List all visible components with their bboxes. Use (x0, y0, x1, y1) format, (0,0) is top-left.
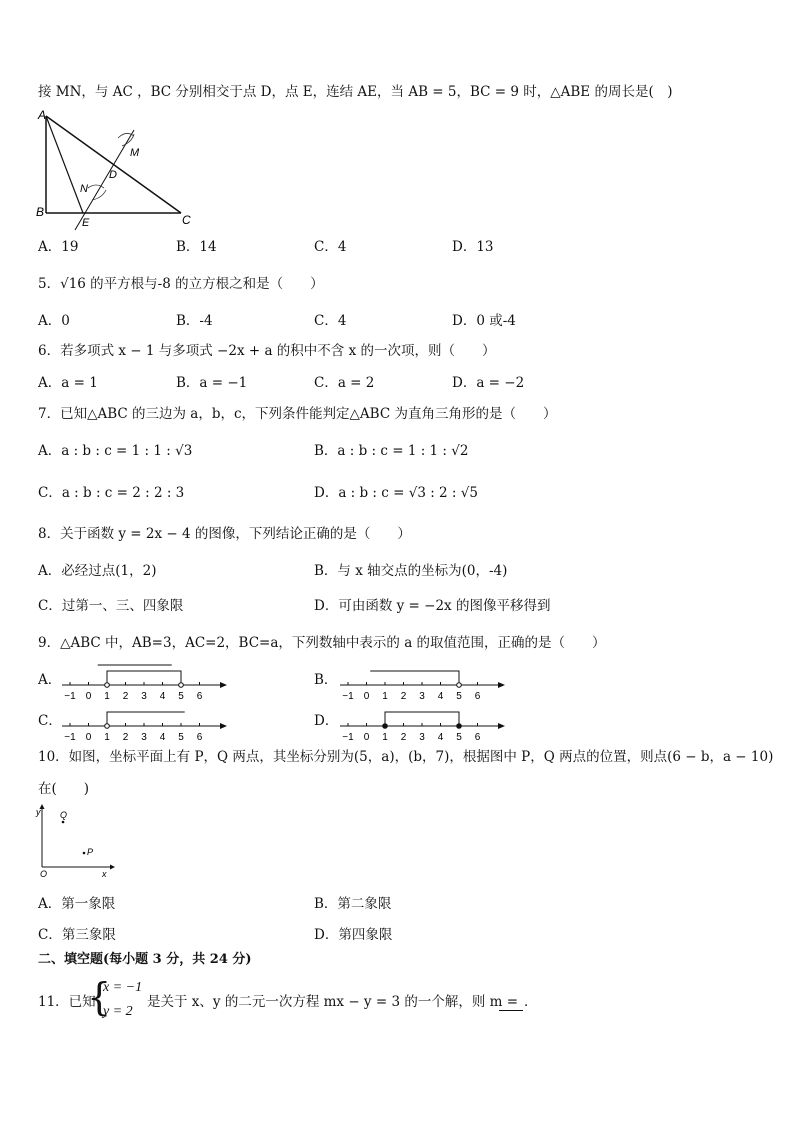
tick-label: 6 (474, 691, 481, 702)
q9-stem: 9．△ABC 中，AB=3，AC=2，BC=a，下列数轴中表示的 a 的取值范围，正确的是（ ） (38, 635, 606, 651)
q6-choice-c: C．a = 2 (314, 375, 375, 391)
label-E: E (82, 217, 90, 229)
axis-y-label: y (36, 807, 41, 817)
tick-label: 2 (400, 691, 407, 702)
tick-label: 1 (104, 732, 110, 743)
section2-title: 二、填空题(每小题 3 分，共 24 分) (38, 952, 252, 967)
tick-label: −1 (64, 691, 76, 702)
q4-choice-d: D．13 (452, 239, 494, 255)
tick-label: 5 (456, 691, 462, 702)
tick-label: 4 (159, 691, 166, 702)
q4-stem: 接 MN，与 AC ，BC 分别相交于点 D，点 E，连结 AE，当 AB = 5，BC = 9 时，△ABE 的周长是( ) (38, 84, 673, 100)
q9-choice-d-letter: D． (314, 713, 339, 729)
axis-arrow (220, 682, 227, 688)
tick-label: 2 (400, 732, 407, 743)
label-M: M (130, 147, 140, 159)
tick-label: 2 (122, 691, 129, 702)
q5-choice-b: B．-4 (176, 313, 213, 329)
tick-label: 1 (104, 691, 110, 702)
tick-label: 3 (141, 732, 147, 743)
q6-stem: 6．若多项式 x − 1 与多项式 −2x + a 的积中不含 x 的一次项，则（ ） (38, 343, 496, 359)
q9-numberline-b (340, 660, 510, 700)
q10-choice-a: A．第一象限 (38, 896, 116, 912)
tick-label: 6 (474, 732, 481, 743)
q9-numberline-a (62, 660, 232, 700)
q10-coordinate-figure (36, 805, 116, 880)
q10-stem-line1: 10．如图，坐标平面上有 P，Q 两点，其坐标分别为(5，a)，(b，7)，根据图中 P，Q 两点的位置，则点(6 − b，a − 10) (38, 749, 774, 765)
label-A: A (38, 108, 47, 122)
q10-choice-d: D．第四象限 (314, 927, 393, 943)
q8-choice-a: A．必经过点(1，2) (38, 563, 157, 579)
tick-label: 4 (437, 732, 444, 743)
label-C: C (182, 213, 191, 227)
endpoint-hi (457, 683, 462, 688)
q9-choice-a-letter: A． (38, 672, 62, 688)
tick-label: 3 (419, 691, 425, 702)
tick-label: 6 (196, 691, 203, 702)
tick-label: 1 (382, 732, 388, 743)
q7-choice-a: A．a : b : c = 1 : 1 : √3 (38, 443, 193, 459)
tick-label: 3 (419, 732, 425, 743)
tick-label: −1 (342, 691, 354, 702)
label-N: N (80, 183, 88, 195)
range-bracket (107, 712, 185, 726)
q9-numberline-c (62, 701, 232, 741)
endpoint-lo (105, 724, 110, 729)
point-p-label: P (87, 847, 94, 857)
q8-stem: 8．关于函数 y = 2x − 4 的图像，下列结论正确的是（ ） (38, 526, 411, 542)
tick-label: 2 (122, 732, 129, 743)
q11-end: ． (524, 994, 538, 1010)
q5-choice-a: A．0 (38, 313, 70, 329)
tick-label: 3 (141, 691, 147, 702)
tick-label: 1 (382, 691, 388, 702)
q9-numberline-d (340, 701, 510, 741)
q11-suffix: 是关于 x、y 的二元一次方程 mx − y = 3 的一个解，则 m = (147, 994, 519, 1010)
q11-answer-blank (499, 993, 523, 1011)
endpoint-lo (383, 724, 388, 729)
q11-eq1: x = −1 (103, 980, 143, 995)
tick-label: 4 (159, 732, 166, 743)
label-B: B (36, 205, 45, 219)
q7-stem: 7．已知△ABC 的三边为 a，b，c，下列条件能判定△ABC 为直角三角形的是（ ） (38, 406, 557, 422)
endpoint-lo (105, 683, 110, 688)
axis-arrow (498, 682, 505, 688)
tick-label: 0 (85, 691, 92, 702)
q10-stem-line2: 在( ) (38, 781, 90, 797)
endpoint-hi (179, 683, 184, 688)
q10-choice-b: B．第二象限 (314, 896, 392, 912)
tick-label: 0 (363, 732, 370, 743)
q5-choice-c: C．4 (314, 313, 347, 329)
q10-choice-c: C．第三象限 (38, 927, 116, 943)
q4-triangle-figure (36, 108, 206, 233)
q7-choice-c: C．a : b : c = 2 : 2 : 3 (38, 485, 185, 501)
tick-label: 5 (178, 732, 184, 743)
axis-arrow (220, 723, 227, 729)
q8-choice-d: D．可由函数 y = −2x 的图像平移得到 (314, 598, 551, 614)
q7-choice-b: B．a : b : c = 1 : 1 : √2 (314, 443, 469, 459)
q6-choice-b: B．a = −1 (176, 375, 248, 391)
axis-arrow (498, 723, 505, 729)
q5-stem: 5．√16 的平方根与-8 的立方根之和是（ ） (38, 276, 324, 292)
tick-label: 0 (85, 732, 92, 743)
q8-choice-c: C．过第一、三、四象限 (38, 598, 184, 614)
q5-choice-d: D．0 或-4 (452, 313, 516, 329)
label-D: D (109, 169, 117, 181)
tick-label: 0 (363, 691, 370, 702)
range-bracket (370, 671, 459, 685)
q11-system-brace: { (87, 975, 112, 1019)
q11-prefix: 11．已知 (38, 994, 96, 1010)
endpoint-hi (457, 724, 462, 729)
tick-label: −1 (64, 732, 76, 743)
axis-x-label: x (102, 869, 107, 879)
q9-choice-b-letter: B． (314, 672, 338, 688)
origin-label: O (40, 869, 48, 879)
q11-eq2: y = 2 (103, 1004, 133, 1019)
tick-label: −1 (342, 732, 354, 743)
tick-label: 5 (178, 691, 184, 702)
tick-label: 5 (456, 732, 462, 743)
q7-choice-d: D．a : b : c = √3 : 2 : √5 (314, 485, 478, 501)
tick-label: 6 (196, 732, 203, 743)
point-q-label: Q (60, 810, 68, 820)
q8-choice-b: B．与 x 轴交点的坐标为(0，-4) (314, 563, 508, 579)
q4-choice-b: B．14 (176, 239, 217, 255)
q4-choice-a: A．19 (38, 239, 79, 255)
q6-choice-a: A．a = 1 (38, 375, 98, 391)
q4-choice-c: C．4 (314, 239, 347, 255)
tick-label: 4 (437, 691, 444, 702)
q6-choice-d: D．a = −2 (452, 375, 525, 391)
q9-choice-c-letter: C． (38, 713, 62, 729)
